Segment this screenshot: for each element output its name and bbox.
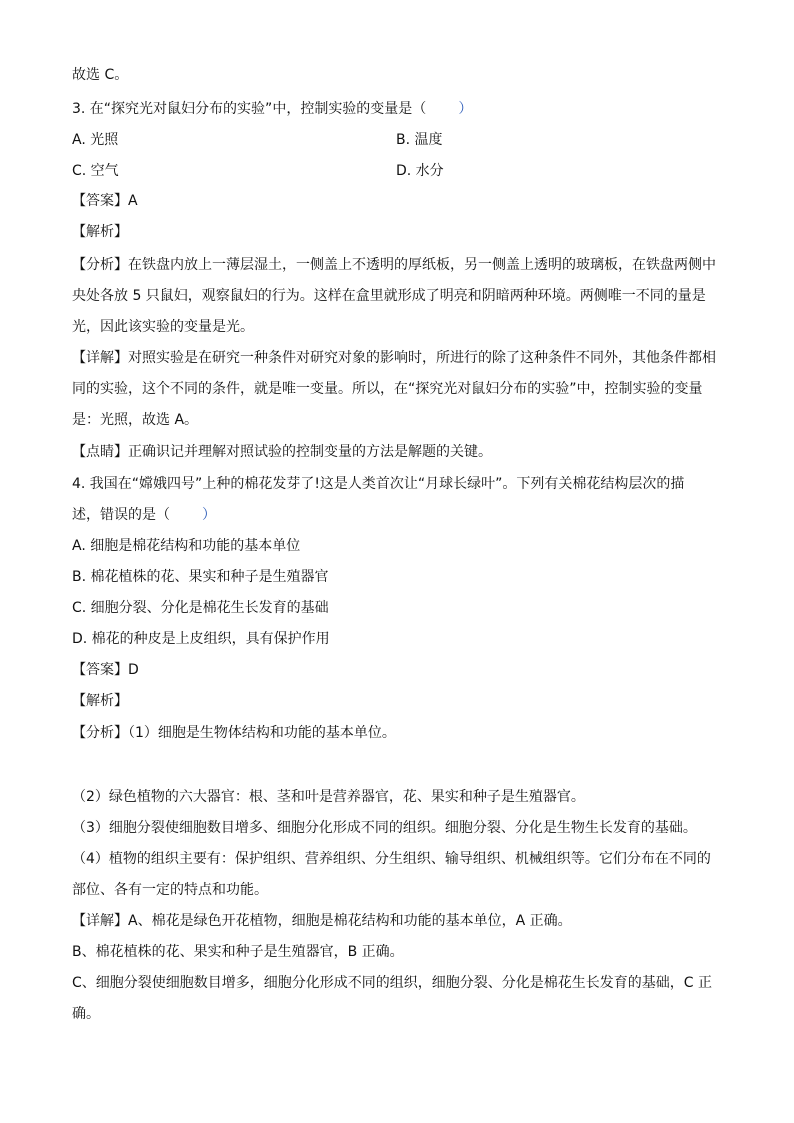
- xiangjie-text: 对照实验是在研究一种条件对研究对象的影响时，所进行的除了这种条件不同外，其他条件都相: [128, 350, 716, 366]
- option-a: A. 光照: [72, 132, 119, 148]
- question-4-point-3: （3）细胞分裂使细胞数目增多、细胞分化形成不同的组织。细胞分裂、分化是生物生长发育的基础。: [72, 820, 697, 836]
- question-3-fenxi-line-1: [72, 256, 716, 274]
- question-3-stem: [72, 100, 472, 118]
- question-4-option-c: C. 细胞分裂、分化是棉花生长发育的基础: [72, 600, 329, 616]
- answer-value: D: [128, 662, 139, 678]
- question-4-point-2: （2）绿色植物的六大器官：根、茎和叶是营养器官，花、果实和种子是生殖器官。: [72, 789, 585, 805]
- question-3-fenxi-line-2: 央处各放 5 只鼠妇，观察鼠妇的行为。这样在盒里就形成了明亮和阴暗两种环境。两侧唯一不同的量是: [72, 288, 706, 304]
- question-3-xiangjie-line-2: 同的实验，这个不同的条件，就是唯一变量。所以，在“探究光对鼠妇分布的实验”中，控制实验的变量: [72, 381, 703, 397]
- option-b: B. 温度: [396, 132, 443, 148]
- question-4-point-4-line-1: （4）植物的组织主要有：保护组织、营养组织、分生组织、输导组织、机械组织等。它们分布在不同的: [72, 851, 711, 867]
- xiangjie-text: A、棉花是绿色开花植物，细胞是棉花结构和功能的基本单位，A 正确。: [128, 913, 572, 929]
- question-3-bracket: ）: [458, 101, 473, 117]
- question-3-text: 3. 在“探究光对鼠妇分布的实验”中，控制实验的变量是（: [72, 101, 427, 117]
- question-4-xiangjie-line-3: C、细胞分裂使细胞数目增多，细胞分化形成不同的组织，细胞分裂、分化是棉花生长发育的基础，C 正: [72, 975, 712, 991]
- question-4-option-d: D. 棉花的种皮是上皮组织，具有保护作用: [72, 631, 330, 647]
- question-4-fenxi-line-1: [72, 724, 396, 742]
- question-4-point-4-line-2: 部位、各有一定的特点和功能。: [72, 882, 268, 898]
- option-d: D. 水分: [396, 163, 444, 179]
- question-3-fenxi-line-3: 光，因此该实验的变量是光。: [72, 319, 254, 335]
- answer-tag: 【答案】: [72, 662, 128, 678]
- answer-value: A: [128, 193, 138, 209]
- fenxi-tag: 【分析】: [72, 257, 128, 273]
- xiangjie-tag: 【详解】: [72, 913, 128, 929]
- xiangjie-tag: 【详解】: [72, 350, 128, 366]
- question-4-xiangjie-line-1: [72, 912, 572, 930]
- question-3-dianjing: [72, 443, 492, 461]
- option-c: C. 空气: [72, 163, 119, 179]
- fenxi-text: 在铁盘内放上一薄层湿土，一侧盖上不透明的厚纸板，另一侧盖上透明的玻璃板，在铁盘两侧中: [128, 257, 716, 273]
- question-4-option-b: B. 棉花植株的花、果实和种子是生殖器官: [72, 569, 329, 585]
- question-4-stem-line-2: [72, 506, 216, 524]
- fenxi-text: （1）细胞是生物体结构和功能的基本单位。: [128, 725, 396, 741]
- question-3-analysis-tag: 【解析】: [72, 224, 128, 240]
- answer-tag: 【答案】: [72, 193, 128, 209]
- question-3-xiangjie-line-1: [72, 349, 716, 367]
- question-4-option-a: A. 细胞是棉花结构和功能的基本单位: [72, 538, 301, 554]
- fenxi-tag: 【分析】: [72, 725, 128, 741]
- question-4-stem-line-1: 4. 我国在“嫦娥四号”上种的棉花发芽了!这是人类首次让“月球长绿叶”。下列有关棉花结构层次的描: [72, 476, 685, 492]
- question-4-text: 述，错误的是（: [72, 507, 170, 523]
- question-4-xiangjie-line-4: 确。: [72, 1006, 100, 1022]
- dianjing-text: 正确识记并理解对照试验的控制变量的方法是解题的关键。: [128, 444, 492, 460]
- question-4-bracket: ）: [202, 507, 216, 523]
- question-3-xiangjie-line-3: 是：光照，故选 A。: [72, 412, 199, 428]
- question-4-analysis-tag: 【解析】: [72, 693, 128, 709]
- question-4-xiangjie-line-2: B、棉花植株的花、果实和种子是生殖器官，B 正确。: [72, 944, 404, 960]
- question-4-answer: [72, 661, 139, 679]
- question-3-answer: [72, 192, 138, 210]
- dianjing-tag: 【点睛】: [72, 444, 128, 460]
- previous-answer-conclusion: 故选 C。: [72, 67, 129, 83]
